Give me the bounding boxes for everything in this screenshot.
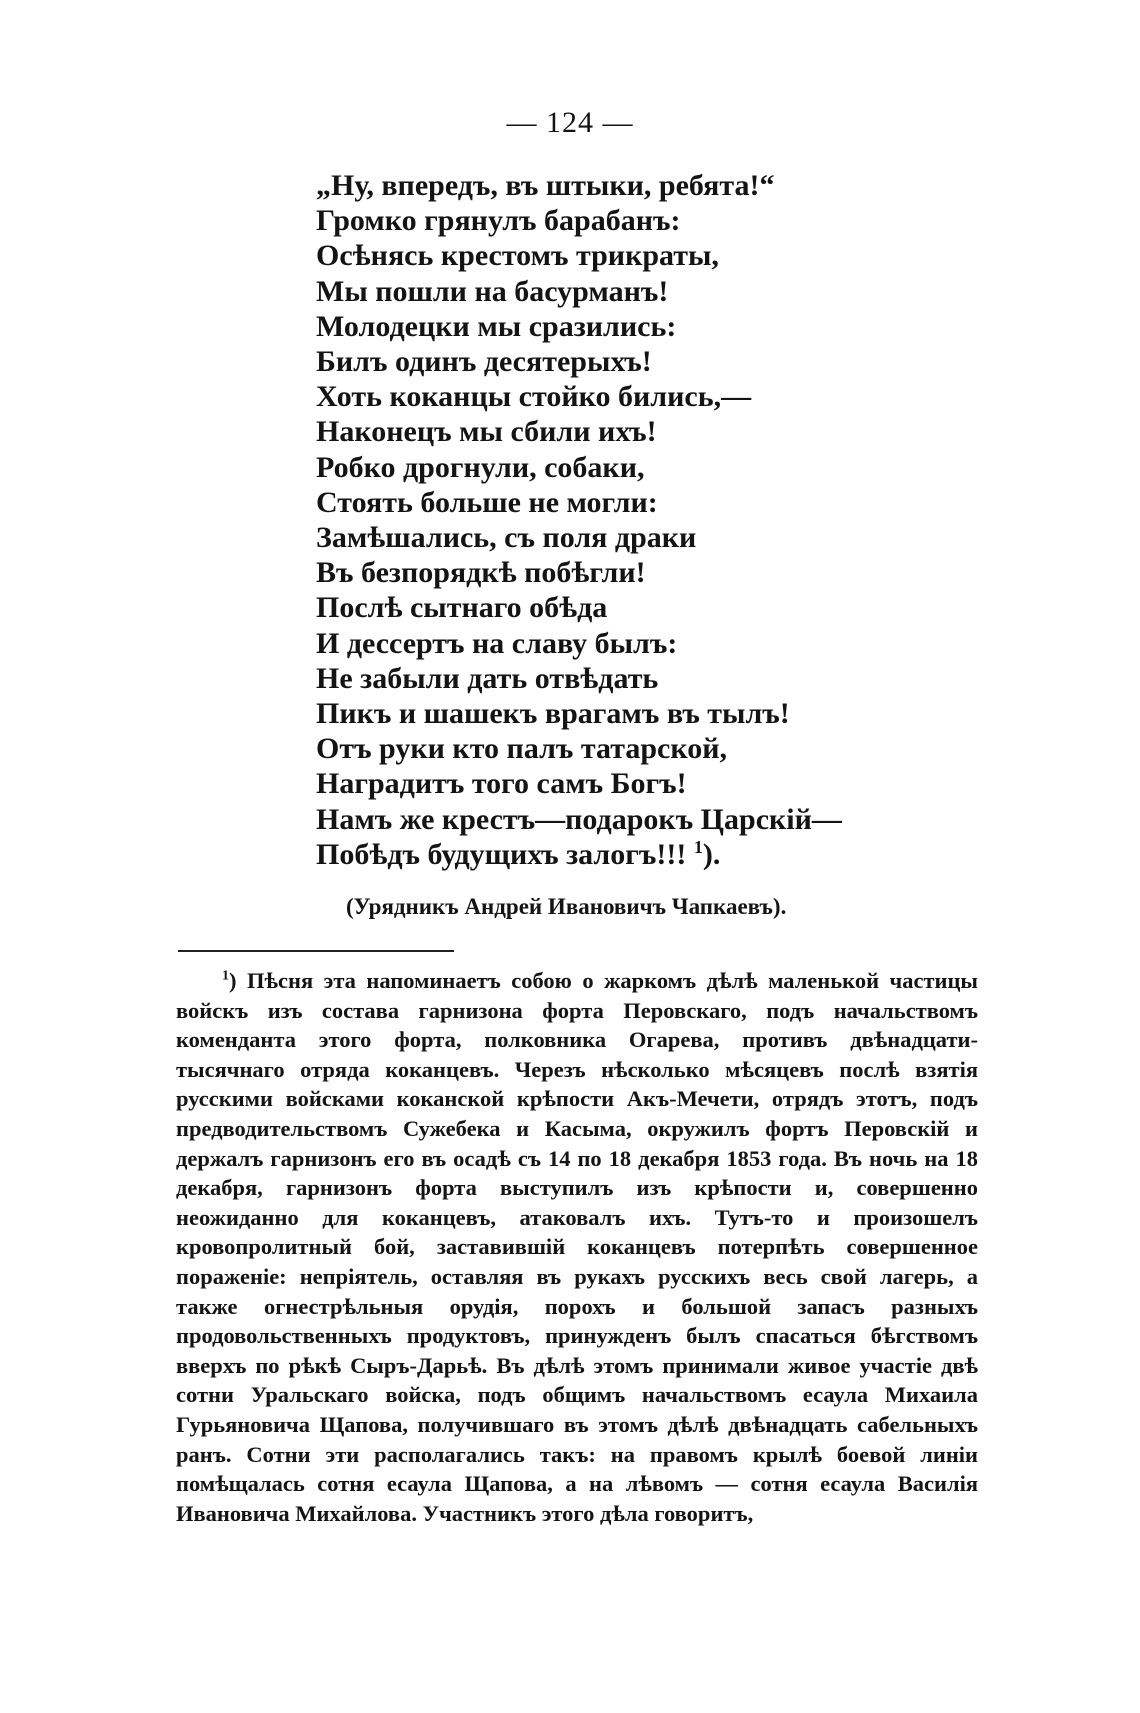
poem-line: Билъ одинъ десятерыхъ! <box>316 345 652 379</box>
poem-line: „Ну, впередъ, въ штыки, ребята!“ <box>316 169 775 202</box>
poem-line: Мы пошли на басурманъ! <box>316 274 669 308</box>
footnote <box>176 966 978 1528</box>
poem-line: Осѣнясь крестомъ трикраты, <box>316 239 719 273</box>
poem-line: Громко грянулъ барабанъ: <box>316 204 681 238</box>
poem-line: Пикъ и шашекъ врагамъ въ тылъ! <box>316 697 790 731</box>
page-number: — 124 — <box>506 106 634 139</box>
poem-line: Наградитъ того самъ Богъ! <box>316 767 687 801</box>
poem-last-line <box>316 837 842 872</box>
footnote-divider <box>178 950 454 952</box>
poem-line: Молодецки мы сразились: <box>316 309 677 343</box>
poem-attribution: (Урядникъ Андрей Ивановичъ Чапкаевъ). <box>346 894 787 919</box>
poem-line: Наконецъ мы сбили ихъ! <box>316 415 657 449</box>
footnote-reference-suffix: ). <box>702 837 721 871</box>
footnote-marker: 1 <box>222 968 229 984</box>
poem-line: Стоять больше не могли: <box>316 485 658 519</box>
poem-line: Послѣ сытнаго обѣда <box>316 591 608 625</box>
poem-line: И дессертъ на славу былъ: <box>316 626 678 660</box>
poem-line: Въ безпорядкѣ побѣгли! <box>316 556 646 590</box>
poem-line: Робко дрогнули, собаки, <box>316 450 645 484</box>
poem-line: Не забыли дать отвѣдать <box>316 661 659 695</box>
footnote-text: Пѣсня эта напоминаетъ собою о жаркомъ дѣлѣ маленькой частицы войскъ изъ состава гарнизона форта Перовскаго, подъ начальствомъ коменданта этого форта, полковника Огарева, противъ двѣнадцати-тысячнаго отряда коканцевъ. Черезъ нѣсколько мѣсяцевъ послѣ взятія русскими войсками коканской крѣпости Акъ-Мечети, отрядъ этотъ, подъ предводительствомъ Сужебека и Касыма, окружилъ фортъ Перовскій и держалъ гарнизонъ его въ осадѣ съ 14 по 18 декабря 1853 года. Въ ночь на 18 декабря, гарнизонъ форта выступилъ изъ крѣпости и, совершенно неожиданно для коканцевъ, атаковалъ ихъ. Тутъ-то и произошелъ кровопролитный бой, заставившій коканцевъ потерпѣть совершенное пораженіе: непріятель, оставляя въ рукахъ русскихъ весь свой лагерь, а также огнестрѣльныя орудія, порохъ и большой запасъ разныхъ продовольственныхъ продуктовъ, принужденъ былъ спасаться бѣгствомъ вверхъ по рѣкѣ Сыръ-Дарьѣ. Въ дѣлѣ этомъ принимали живое участіе двѣ сотни Уральскаго войска, подъ общимъ начальствомъ есаула Михаила Гурьяновича Щапова, получившаго въ этомъ дѣлѣ двѣнадцать сабельныхъ ранъ. Сотни эти располагались такъ: на правомъ крылѣ боевой линіи помѣщалась сотня есаула Щапова, а на лѣвомъ — сотня есаула Василія Ивановича Михайлова. Участникъ этого дѣла говоритъ, <box>176 968 978 1526</box>
poem-line: Замѣшались, съ поля драки <box>316 521 697 555</box>
footnote-marker-suffix: ) <box>229 968 237 993</box>
poem-line: Отъ руки кто палъ татарской, <box>316 732 728 766</box>
poem <box>316 168 842 872</box>
poem-line: Хоть коканцы стойко бились,— <box>316 380 752 414</box>
footnote-reference: 1 <box>693 836 703 857</box>
poem-line-text: Побѣдъ будущихъ залогъ!!! <box>316 837 687 871</box>
poem-line: Намъ же крестъ—подарокъ Царскій— <box>316 802 842 836</box>
